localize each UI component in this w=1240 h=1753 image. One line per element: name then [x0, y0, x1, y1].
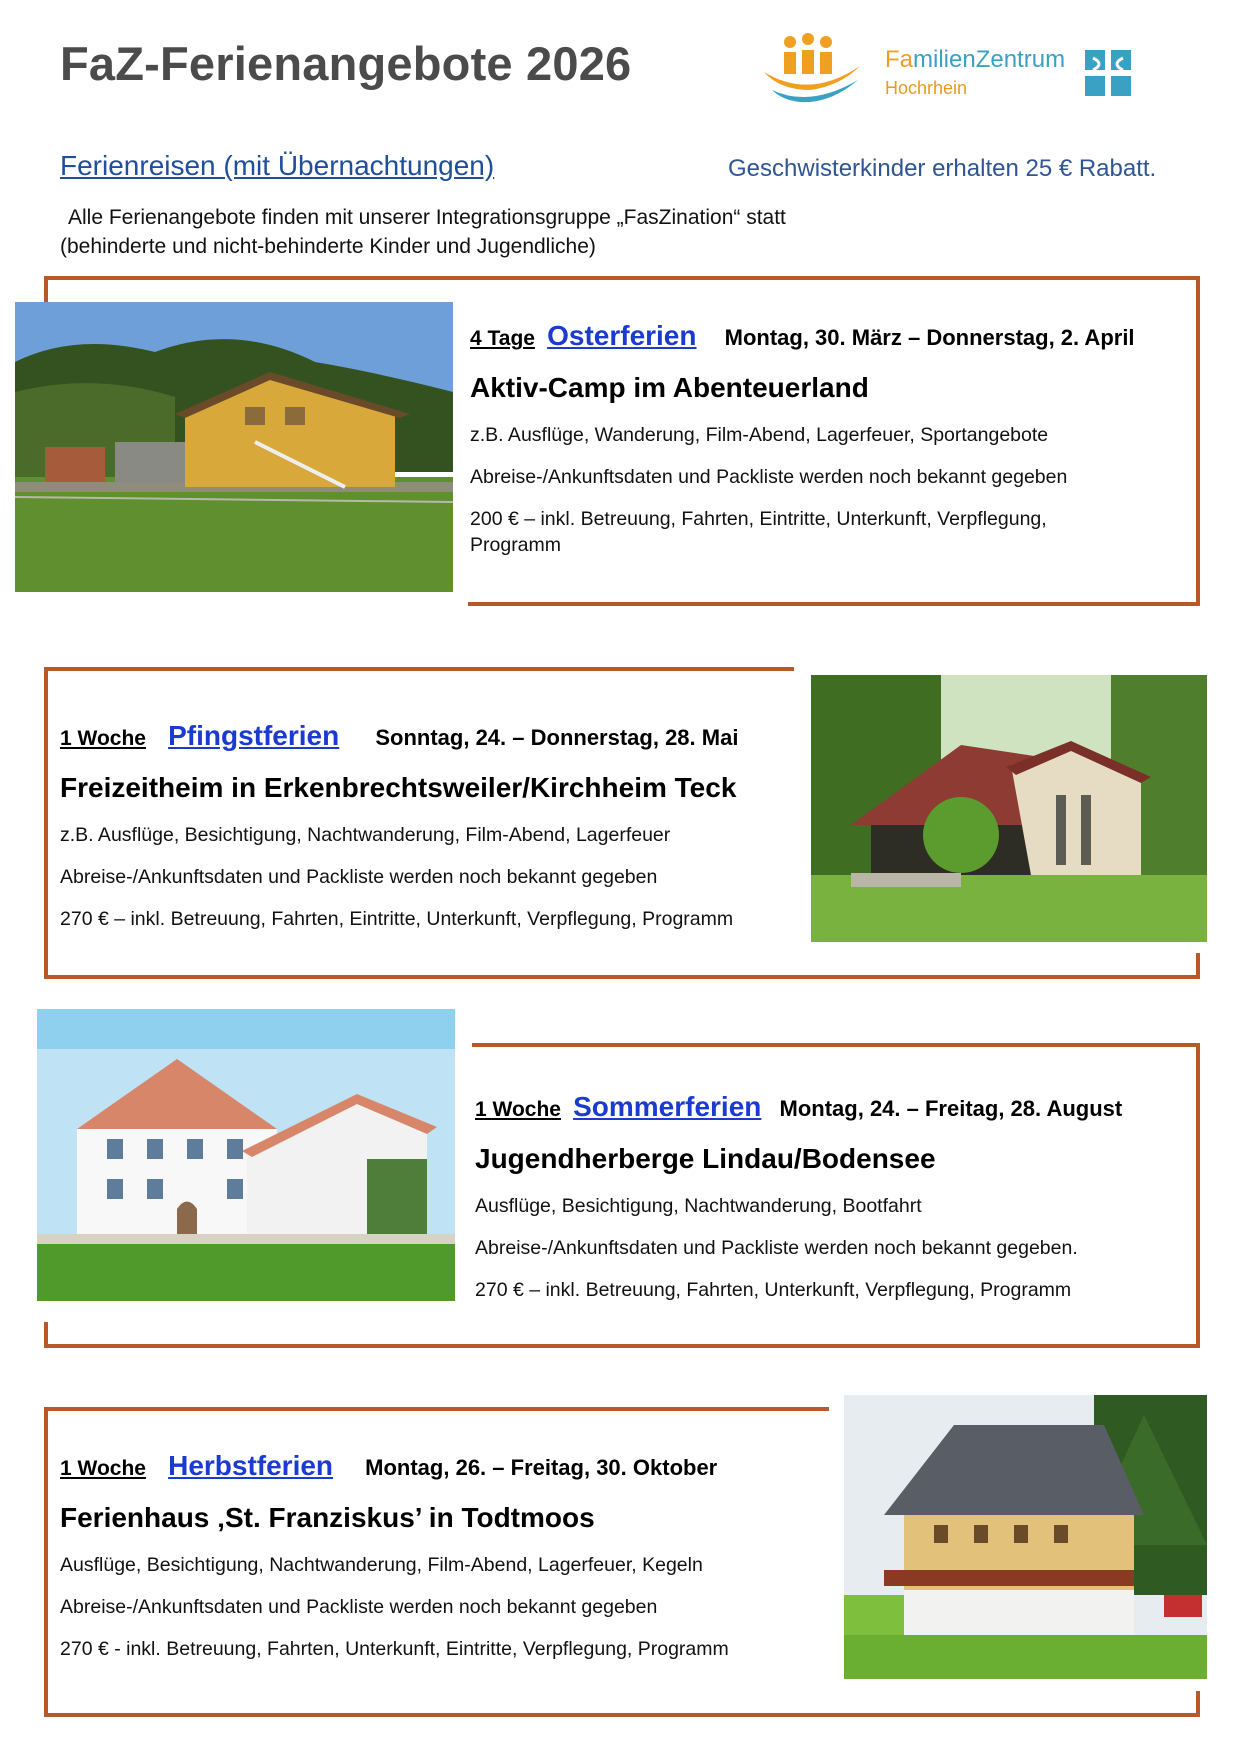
offer-frame-left — [44, 1322, 48, 1348]
offer-duration: 1 Woche — [60, 727, 146, 750]
offer-season-link[interactable]: Pfingstferien — [168, 720, 340, 751]
offer-dates: Sonntag, 24. – Donnerstag, 28. Mai — [375, 725, 739, 750]
offer-info: Abreise-/Ankunftsdaten und Packliste werden noch bekannt gegeben — [60, 1596, 658, 1618]
sibling-discount-note: Geschwisterkinder erhalten 25 € Rabatt. — [728, 155, 1157, 182]
offer-duration: 1 Woche — [60, 1457, 146, 1480]
offer-frame-top — [44, 667, 794, 671]
offer-dates: Montag, 26. – Freitag, 30. Oktober — [365, 1455, 718, 1480]
offer-price: 270 € - inkl. Betreuung, Fahrten, Unterkunft, Eintritte, Verpflegung, Programm — [60, 1638, 729, 1660]
offer-frame-right — [1196, 953, 1200, 979]
offer-frame-top — [44, 1407, 829, 1411]
section-heading: Ferienreisen (mit Übernachtungen) — [60, 150, 495, 181]
offer-price: 200 € – inkl. Betreuung, Fahrten, Eintritte, Unterkunft, Verpflegung, Programm — [470, 508, 1047, 556]
offer-frame-bottom — [468, 602, 1200, 606]
family-people-logo-icon — [760, 30, 870, 110]
logo-text-prefix: Fa — [885, 46, 914, 73]
offer-season-link[interactable]: Osterferien — [547, 320, 697, 351]
offer-duration: 1 Woche — [475, 1098, 561, 1121]
intro-line-2: (behinderte und nicht-behinderte Kinder und Jugendliche) — [60, 235, 596, 258]
offer-activities: z.B. Ausflüge, Besichtigung, Nachtwanderung, Film-Abend, Lagerfeuer — [60, 824, 671, 846]
offer-season-link[interactable]: Sommerferien — [573, 1091, 762, 1122]
offer-frame-left — [44, 667, 48, 979]
photo-freizeitheim — [811, 675, 1207, 942]
offer-place: Ferienhaus ‚St. Franziskus’ in Todtmoos — [60, 1502, 595, 1533]
offer-info: Abreise-/Ankunftsdaten und Packliste werden noch bekannt gegeben — [60, 866, 658, 888]
offer-place: Jugendherberge Lindau/Bodensee — [475, 1143, 936, 1174]
offer-frame-top — [472, 1043, 1200, 1047]
offer-place: Aktiv-Camp im Abenteuerland — [470, 372, 869, 403]
offer-dates: Montag, 24. – Freitag, 28. August — [779, 1096, 1123, 1121]
offer-frame-bottom — [44, 1344, 1200, 1348]
offer-info: Abreise-/Ankunftsdaten und Packliste werden noch bekannt gegeben — [470, 466, 1068, 488]
intro-line-1: Alle Ferienangebote finden mit unserer Integrationsgruppe „FasZination“ statt — [68, 206, 786, 229]
photo-jugendherberge — [37, 1009, 455, 1301]
offer-place: Freizeitheim in Erkenbrechtsweiler/Kirchheim Teck — [60, 772, 737, 803]
offer-frame-right — [1196, 1043, 1200, 1348]
offer-price: 270 € – inkl. Betreuung, Fahrten, Eintritte, Unterkunft, Verpflegung, Programm — [60, 908, 734, 930]
offer-frame-bottom — [44, 1713, 1200, 1717]
offer-price: 270 € – inkl. Betreuung, Fahrten, Unterkunft, Verpflegung, Programm — [475, 1279, 1072, 1301]
offer-frame-right — [1196, 276, 1200, 606]
offer-activities: z.B. Ausflüge, Wanderung, Film-Abend, Lagerfeuer, Sportangebote — [470, 424, 1049, 446]
offer-activities: Ausflüge, Besichtigung, Nachtwanderung, Film-Abend, Lagerfeuer, Kegeln — [60, 1554, 703, 1576]
logo-text-main: milienZentrum — [913, 46, 1066, 73]
offer-frame-right — [1196, 1691, 1200, 1717]
offer-duration: 4 Tage — [470, 327, 535, 350]
logo-subtitle: Hochrhein — [885, 78, 968, 98]
photo-ferienhaus — [844, 1395, 1207, 1679]
diakonie-cross-icon — [1085, 50, 1131, 96]
offer-frame-top — [44, 276, 1200, 280]
intro-text — [60, 203, 786, 261]
offer-frame-bottom — [44, 975, 1200, 979]
offer-info: Abreise-/Ankunftsdaten und Packliste werden noch bekannt gegeben. — [475, 1237, 1078, 1259]
offer-dates: Montag, 30. März – Donnerstag, 2. April — [724, 325, 1135, 350]
page-title: FaZ-Ferienangebote 2026 — [60, 37, 632, 90]
offer-frame-left — [44, 1407, 48, 1717]
offer-season-link[interactable]: Herbstferien — [168, 1450, 334, 1481]
familienzentrum-logo — [760, 30, 1145, 110]
offer-activities: Ausflüge, Besichtigung, Nachtwanderung, Bootfahrt — [475, 1195, 922, 1217]
photo-aktiv-camp — [15, 302, 453, 592]
